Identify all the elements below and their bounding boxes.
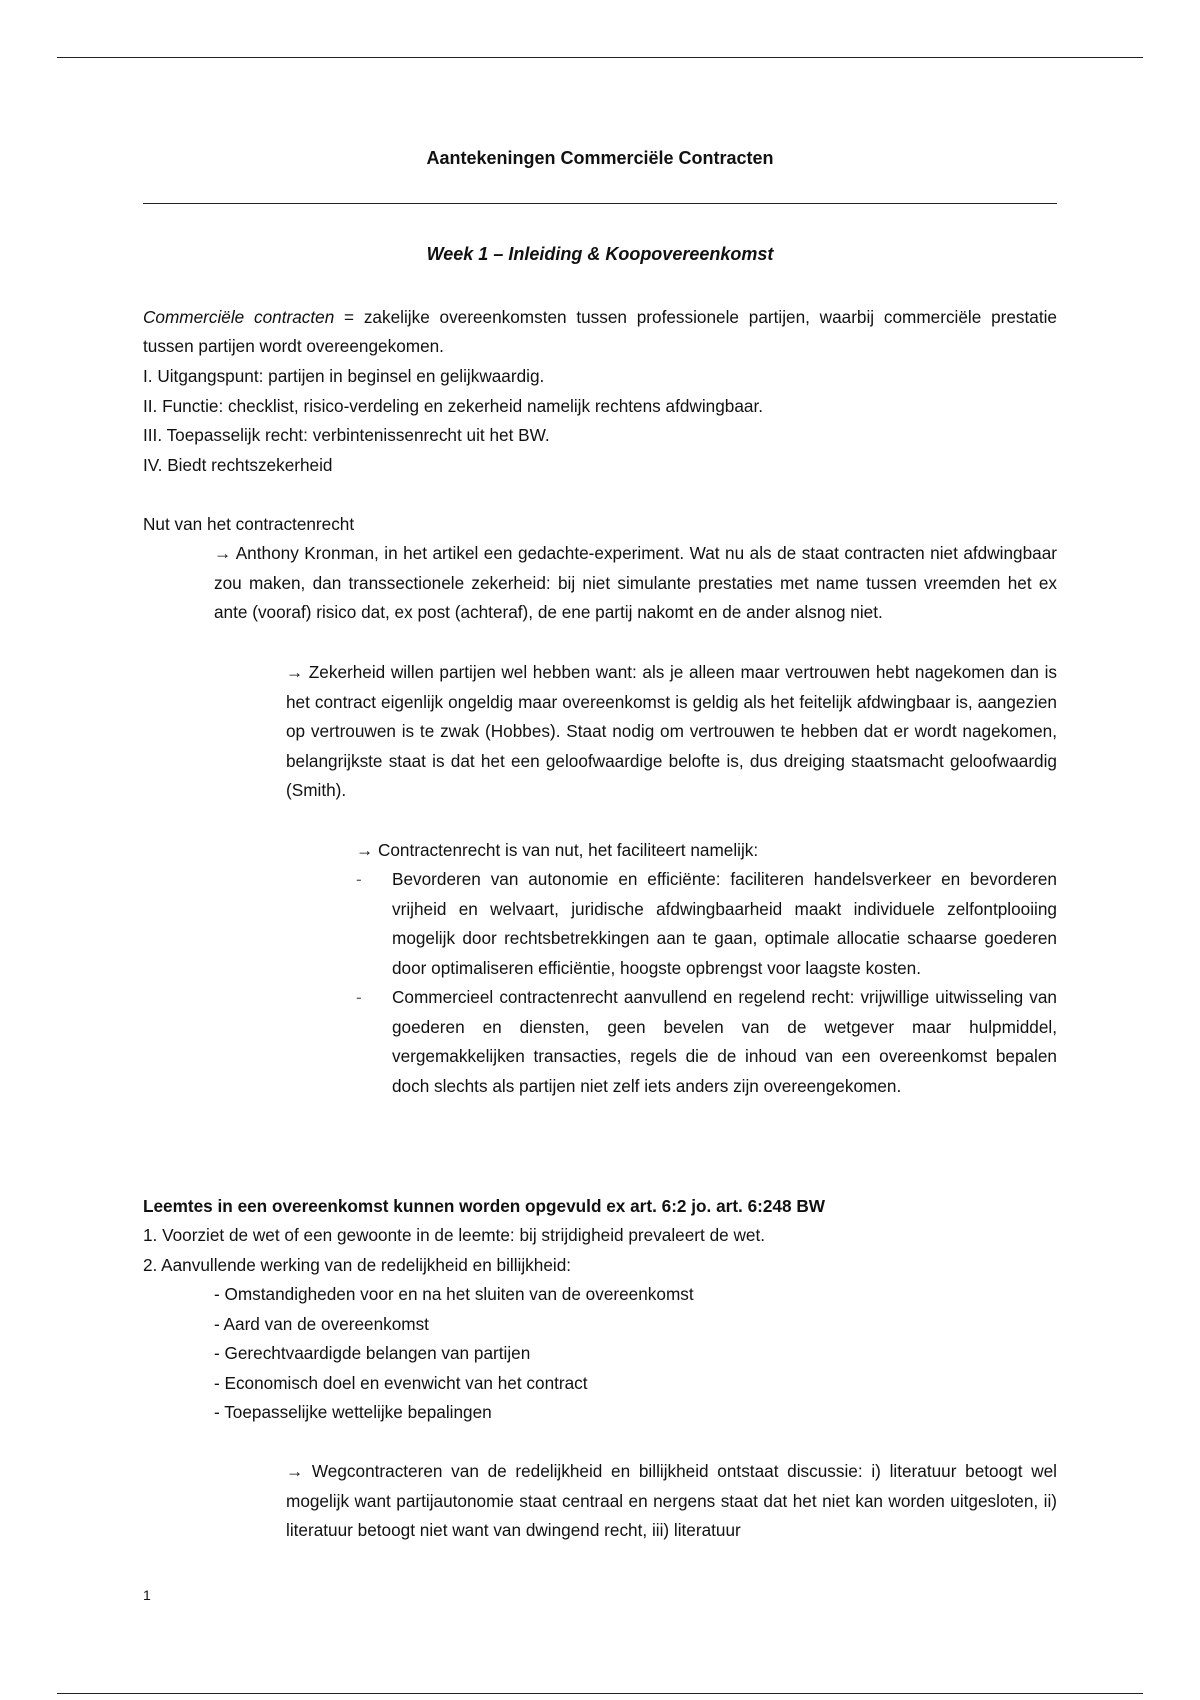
definition-text: = zakelijke overeenkomsten tussen professionele partijen, waarbij commerciële prestatie tussen partijen wordt overeengekomen.	[143, 307, 1057, 356]
list-item: - Aard van de overeenkomst	[214, 1313, 429, 1334]
nut-intro-text: Contractenrecht is van nut, het faciliteert namelijk:	[373, 840, 759, 860]
numbered-point: I. Uitgangspunt: partijen in beginsel en gelijkwaardig.	[143, 366, 545, 386]
list-item: - Toepasselijke wettelijke bepalingen	[214, 1402, 492, 1422]
wegcontracteren-paragraph	[286, 1457, 1057, 1546]
bullet-text: Bevorderen van autonomie en efficiënte: faciliteren handelsverkeer en bevorderen vrijheid en welvaart, juridische afdwingbaarheid maakt individuele zelfontplooiing mogelijk door rechtsbetrekkingen aan te gaan, optimale allocatie schaarse goederen door optimaliseren efficiëntie, hoogste opbrengst voor laagste kosten.	[392, 869, 1057, 978]
numbered-point: IV. Biedt rechtszekerheid	[143, 454, 333, 475]
kronman-text: Anthony Kronman, in het artikel een gedachte-experiment. Wat nu als de staat contracten niet afdwingbaar zou maken, dan transsectionele zekerheid: bij niet simulante prestaties met name tussen vreemden het ex ante (vooraf) risico dat, ex post (achteraf), de ene partij nakomt en de ander alsnog niet.	[214, 543, 1057, 622]
factors-list	[214, 1280, 1057, 1428]
definition-paragraph	[143, 303, 1057, 361]
nut-heading: Nut van het contractenrecht	[143, 514, 355, 534]
document-title: Aantekeningen Commerciële Contracten	[426, 148, 774, 168]
top-page-rule	[57, 57, 1143, 58]
wegcontracteren-text: Wegcontracteren van de redelijkheid en billijkheid ontstaat discussie: i) literatuur betoogt wel mogelijk want partijautonomie staat centraal en nergens staat dat het niet kan worden uitgesloten, ii) literatuur betoogt niet want van dwingend recht, iii) literatuur	[286, 1461, 1057, 1540]
arrow-icon: →	[286, 662, 304, 682]
leemtes-point: 1. Voorziet de wet of een gewoonte in de leemte: bij strijdigheid prevaleert de wet.	[143, 1225, 765, 1245]
leemtes-heading: Leemtes in een overeenkomst kunnen worden opgevuld ex art. 6:2 jo. art. 6:248 BW	[143, 1196, 825, 1216]
list-item	[356, 983, 1057, 1101]
arrow-icon: →	[214, 543, 232, 563]
arrow-icon: →	[286, 1461, 304, 1481]
title-divider	[143, 203, 1057, 204]
zekerheid-paragraph	[286, 658, 1057, 806]
leemtes-point: 2. Aanvullende werking van de redelijkheid en billijkheid:	[143, 1254, 572, 1275]
bullet-text: Commercieel contractenrecht aanvullend en regelend recht: vrijwillige uitwisseling van goederen en diensten, geen bevelen van de wetgever maar hulpmiddel, vergemakkelijken transacties, regels die de inhoud van een overeenkomst bepalen doch slechts als partijen niet zelf iets anders zijn overeengekomen.	[392, 987, 1057, 1096]
numbered-point: II. Functie: checklist, risico-verdeling en zekerheid namelijk rechtens afdwingbaar.	[143, 395, 763, 416]
kronman-paragraph	[214, 539, 1057, 628]
leemtes-points	[143, 1221, 1057, 1280]
list-item: - Economisch doel en evenwicht van het contract	[214, 1372, 588, 1393]
list-item: - Gerechtvaardigde belangen van partijen	[214, 1343, 531, 1363]
arrow-icon: →	[356, 840, 374, 860]
numbered-point: III. Toepasselijk recht: verbintenissenrecht uit het BW.	[143, 425, 550, 445]
bullet-mark: -	[356, 869, 362, 889]
zekerheid-text: Zekerheid willen partijen wel hebben want: als je alleen maar vertrouwen hebt nagekomen dan is het contract eigenlijk ongeldig maar overeenkomst is geldig als het feitelijk afdwingbaar is, aangezien op vertrouwen is te zwak (Hobbes). Staat nodig om vertrouwen te hebben dat er wordt nagekomen, belangrijkste staat is dat het een geloofwaardige belofte is, dus dreiging staatsmacht geloofwaardig (Smith).	[286, 662, 1057, 800]
page-number: 1	[143, 1587, 151, 1603]
bottom-page-rule	[57, 1693, 1143, 1694]
list-item: - Omstandigheden voor en na het sluiten van de overeenkomst	[214, 1284, 694, 1304]
list-item	[356, 865, 1057, 983]
bullet-mark: -	[356, 987, 362, 1007]
definition-term: Commerciële contracten	[143, 307, 335, 327]
numbered-points	[143, 362, 1057, 480]
week-subtitle: Week 1 – Inleiding & Koopovereenkomst	[426, 244, 774, 264]
nut-bullet-list	[356, 865, 1057, 1101]
nut-intro	[356, 836, 1057, 865]
